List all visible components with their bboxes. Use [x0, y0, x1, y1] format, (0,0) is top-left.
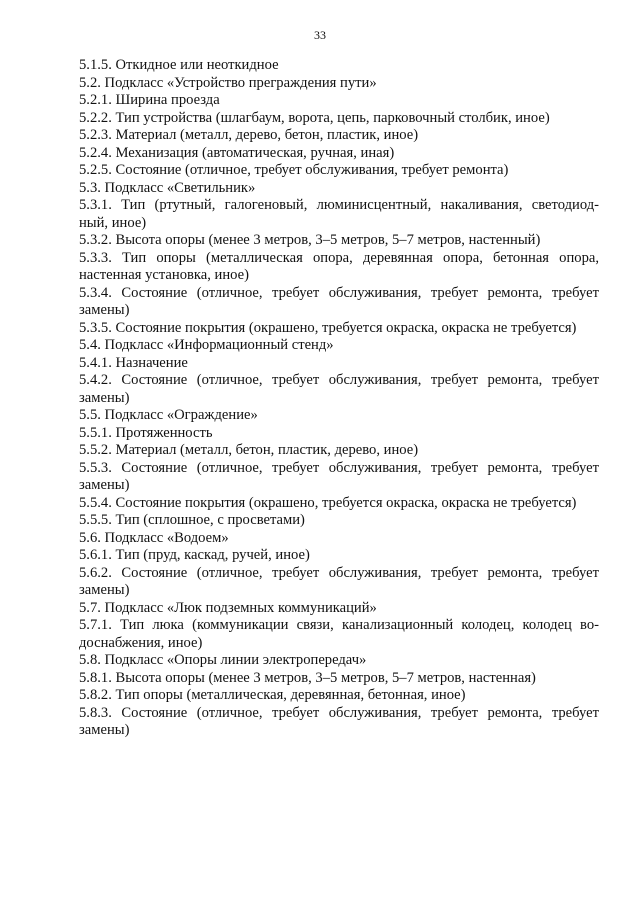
text-line: 5.2. Подкласс «Устройство преграждения пути» [79, 74, 377, 91]
text-line: 5.3.3. Тип опоры (металлическая опора, деревянная опора, бетонная опора, [79, 249, 599, 266]
text-line: 5.4.1. Назначение [79, 354, 188, 371]
text-line: 5.2.2. Тип устройства (шлагбаум, ворота, цепь, парковочный столбик, иное) [79, 109, 550, 126]
text-line: 5.2.4. Механизация (автоматическая, ручная, иная) [79, 144, 395, 161]
text-line: замены) [79, 582, 130, 598]
text-line: 5.7. Подкласс «Люк подземных коммуникаций» [79, 599, 377, 616]
text-line: 5.2.3. Материал (металл, дерево, бетон, пластик, иное) [79, 127, 419, 143]
text-line: 5.2.5. Состояние (отличное, требует обслуживания, требует ремонта) [79, 162, 509, 178]
text-line: 5.3.4. Состояние (отличное, требует обслуживания, требует ремонта, требует [79, 284, 599, 301]
text-line: 5.7.1. Тип люка (коммуникации связи, канализационный колодец, колодец во- [79, 617, 599, 633]
text-line: замены) [79, 302, 130, 318]
text-line: 5.5.3. Состояние (отличное, требует обслуживания, требует ремонта, требует [79, 459, 599, 476]
text-line: 5.2.1. Ширина проезда [79, 92, 220, 108]
text-line: 5.6. Подкласс «Водоем» [79, 529, 229, 546]
text-line: доснабжения, иное) [79, 634, 203, 651]
text-line: 5.8.2. Тип опоры (металлическая, деревянная, бетонная, иное) [79, 687, 466, 703]
text-line: 5.3. Подкласс «Светильник» [79, 179, 256, 196]
text-line: 5.5.1. Протяженность [79, 424, 213, 441]
text-line: 5.8.3. Состояние (отличное, требует обслуживания, требует ремонта, требует [79, 704, 599, 721]
text-line: 5.4.2. Состояние (отличное, требует обслуживания, требует ремонта, требует [79, 372, 599, 388]
document-body [79, 57, 599, 740]
text-line: 5.1.5. Откидное или неоткидное [79, 57, 279, 73]
text-line: ный, иное) [79, 214, 147, 231]
text-line: замены) [79, 477, 130, 493]
text-line: замены) [79, 722, 130, 738]
text-line: 5.4. Подкласс «Информационный стенд» [79, 337, 334, 353]
page-number: 33 [314, 28, 326, 42]
text-line: 5.8. Подкласс «Опоры линии электропередач» [79, 652, 367, 668]
text-line: 5.3.1. Тип (ртутный, галогеновый, люминисцентный, накаливания, светодиод- [79, 197, 599, 213]
text-line: 5.8.1. Высота опоры (менее 3 метров, 3–5 метров, 5–7 метров, настенная) [79, 669, 536, 686]
text-line: 5.6.2. Состояние (отличное, требует обслуживания, требует ремонта, требует [79, 564, 599, 581]
text-line: 5.5. Подкласс «Ограждение» [79, 407, 258, 423]
text-line: 5.5.4. Состояние покрытия (окрашено, требуется окраска, окраска не требуется) [79, 494, 577, 511]
text-line: замены) [79, 389, 130, 406]
text-line: 5.3.2. Высота опоры (менее 3 метров, 3–5 метров, 5–7 метров, настенный) [79, 232, 541, 248]
text-line: 5.6.1. Тип (пруд, каскад, ручей, иное) [79, 547, 310, 563]
text-line: настенная установка, иное) [79, 267, 249, 283]
text-line: 5.5.5. Тип (сплошное, с просветами) [79, 512, 305, 528]
text-line: 5.5.2. Материал (металл, бетон, пластик, дерево, иное) [79, 442, 419, 458]
text-line: 5.3.5. Состояние покрытия (окрашено, требуется окраска, окраска не требуется) [79, 319, 577, 336]
